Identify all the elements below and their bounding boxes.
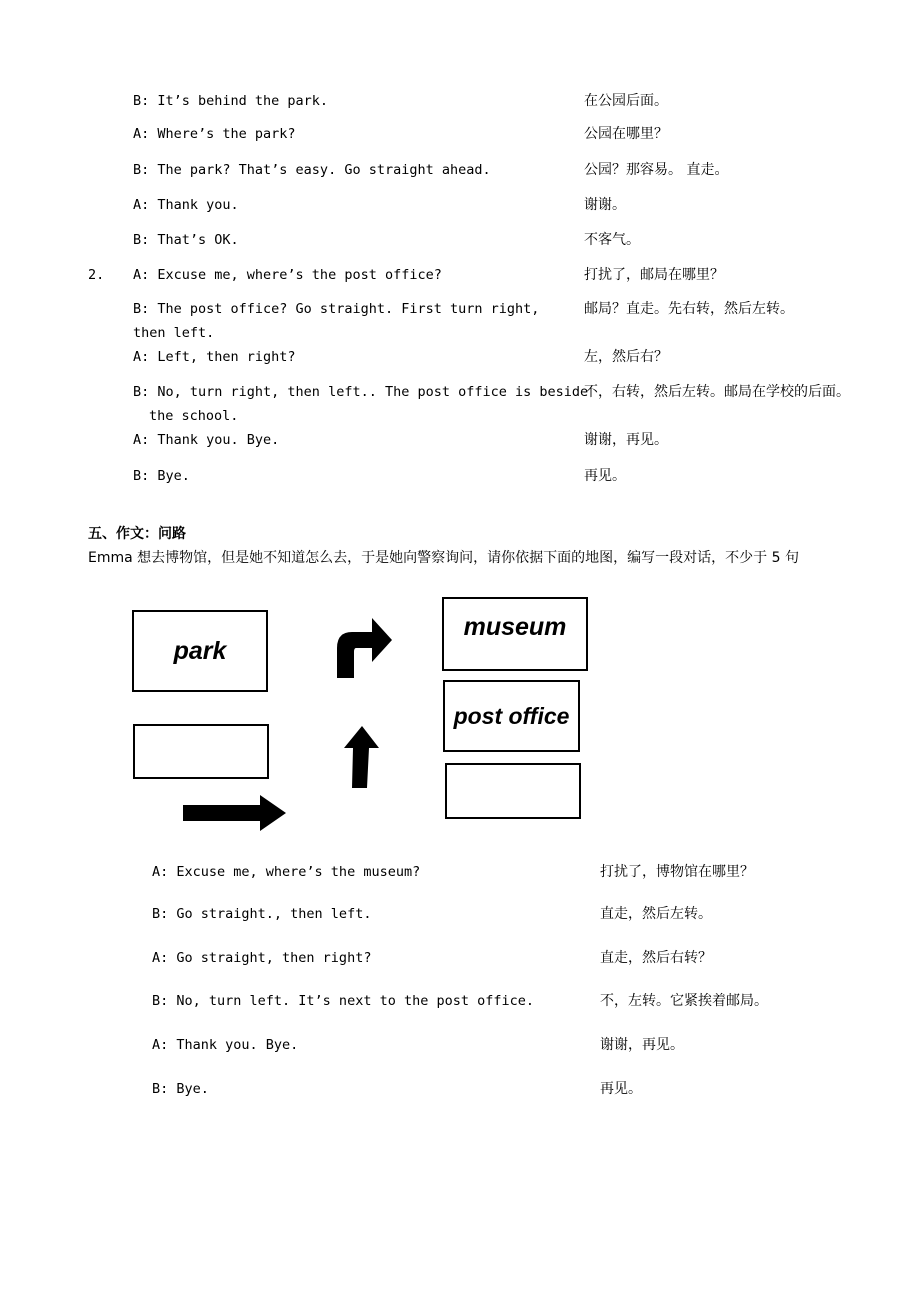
dialogue2-line-1-zh: 打扰了，邮局在哪里？ [584,267,724,283]
dialogue3-line-6-en: B: Bye. [152,1081,209,1097]
dialogue1-line-4-zh: 谢谢。 [584,197,626,213]
dialogue2-line-4-en: B: No, turn right, then left.. The post office is beside the school. [133,384,589,424]
dialogue3-line-3-zh: 直走，然后右转？ [600,950,712,966]
park-label: park [173,636,227,665]
dialogue2-number: 2. [88,267,105,283]
dialogue3-line-2-zh: 直走，然后左转。 [600,906,712,922]
museum-box [442,597,588,671]
straight-up-arrow-icon [338,724,384,792]
dialogue2-line-4-zh: 不，右转，然后左转。邮局在学校的后面。 [584,384,850,400]
post-office-box [443,680,580,752]
park-box [132,610,268,692]
empty-box-left [133,724,269,779]
dialogue2-line-6-zh: 再见。 [584,468,626,484]
dialogue3-line-2-en: B: Go straight., then left. [152,906,372,922]
dialogue1-line-4-en: A: Thank you. [133,197,239,213]
dialogue1-line-3-en: B: The park? That’s easy. Go straight ahead. [133,162,491,178]
turn-right-arrow-icon [330,610,400,682]
dialogue3-line-5-en: A: Thank you. Bye. [152,1037,299,1053]
section5-instruction: Emma 想去博物馆，但是她不知道怎么去，于是她向警察询问，请你依据下面的地图，编写一段对话，不少于 5 句 [88,550,799,566]
dialogue2-line-2-zh: 邮局？直走。先右转，然后左转。 [584,301,794,317]
dialogue3-line-6-zh: 再见。 [600,1081,642,1097]
dialogue2-line-2-en: B: The post office? Go straight. First turn right, then left. [133,301,540,341]
dialogue2-line-5-en: A: Thank you. Bye. [133,432,280,448]
right-arrow-icon [180,793,290,833]
dialogue1-line-1-zh: 在公园后面。 [584,93,668,109]
dialogue3-line-5-zh: 谢谢，再见。 [600,1037,684,1053]
dialogue2-line-5-zh: 谢谢，再见。 [584,432,668,448]
post-office-label: post office [453,702,570,729]
dialogue1-line-1-en: B: It’s behind the park. [133,93,329,109]
museum-label: museum [463,613,567,641]
section5-heading: 五、作文：问路 [88,526,186,542]
dialogue2-line-6-en: B: Bye. [133,468,190,484]
dialogue1-line-2-zh: 公园在哪里？ [584,126,668,142]
dialogue1-line-5-en: B: That’s OK. [133,232,239,248]
dialogue2-line-3-zh: 左，然后右？ [584,349,668,365]
empty-box-right [445,763,581,819]
dialogue3-line-4-zh: 不，左转。它紧挨着邮局。 [600,993,768,1009]
dialogue3-line-3-en: A: Go straight, then right? [152,950,372,966]
dialogue1-line-2-en: A: Where’s the park? [133,126,296,142]
dialogue2-line-1-en: A: Excuse me, where’s the post office? [133,267,442,283]
dialogue3-line-4-en: B: No, turn left. It’s next to the post office. [152,993,535,1009]
dialogue2-line-3-en: A: Left, then right? [133,349,296,365]
dialogue1-line-5-zh: 不客气。 [584,232,640,248]
dialogue3-line-1-zh: 打扰了，博物馆在哪里？ [600,864,754,880]
dialogue3-line-1-en: A: Excuse me, where’s the museum? [152,864,421,880]
dialogue1-line-3-zh: 公园？那容易。 直走。 [584,162,729,178]
